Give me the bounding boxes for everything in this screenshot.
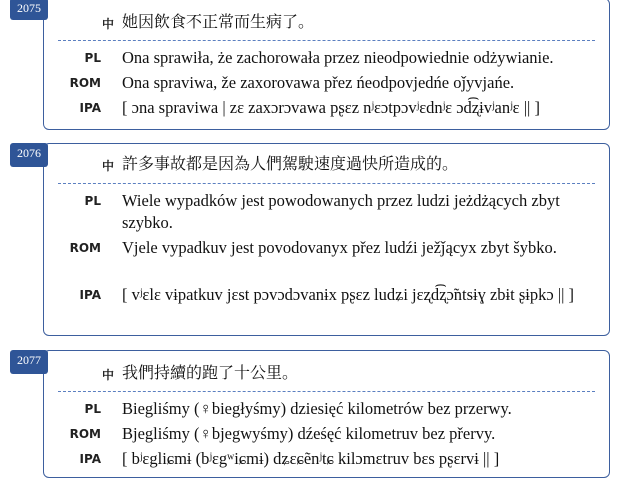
ipa-text: [ ɔna spraviwa | zɛ zaxɔrɔvawa pʂɛz nʲɛɔtpɔvʲɛdnʲɛ ɔd͡ʐɨvʲanʲɛ || ] [122, 98, 540, 117]
entry-number-badge: 2076 [10, 143, 48, 167]
pl-text: Wiele wypadków jest powodowanych przez ludzi jeżdżących zbyt szybko. [122, 191, 560, 232]
entry-card-2076 [43, 143, 610, 336]
pl-label: PL [84, 402, 101, 416]
entry-number-badge: 2077 [10, 350, 48, 374]
rom-text: Bjegliśmy (♀bjegwyśmy) dźeśęć kilometruv bez přervy. [122, 424, 496, 443]
dashed-separator [58, 183, 595, 184]
rom-label: ROM [69, 241, 101, 255]
entry-number-badge: 2075 [10, 0, 48, 20]
ipa-label: IPA [79, 101, 101, 115]
entry-card-2075 [43, 0, 610, 130]
ipa-label: IPA [79, 288, 101, 302]
dashed-separator [58, 40, 595, 41]
pl-text: Biegliśmy (♀biegłyśmy) dziesięć kilometrów bez przerwy. [122, 399, 512, 418]
rom-label: ROM [69, 427, 101, 441]
zh-sentence: 許多事故都是因為人們駕駛速度過快所造成的。 [122, 154, 459, 173]
pl-label: PL [84, 194, 101, 208]
rom-text: Ona spraviwa, že zaxorovawa přez ńeodpovjedńe oǰyvjańe. [122, 73, 515, 92]
zh-label: 中 [101, 368, 114, 382]
zh-label: 中 [101, 159, 114, 173]
rom-text: Vjele vypadkuv jest povodovanyx přez ludźi ježǰącyx zbyt šybko. [122, 238, 557, 257]
ipa-text: [ bʲɛgliɕmɨ (bʲɛgʷiɕmɨ) dʑɛɕẽnʲtɕ kilɔmɛtruv bɛs pʂɛrvɨ || ] [122, 449, 500, 468]
pl-text: Ona sprawiła, że zachorowała przez nieodpowiednie odżywianie. [122, 48, 554, 67]
entry-card-2077 [43, 350, 610, 478]
rom-label: ROM [69, 76, 101, 90]
pl-label: PL [84, 51, 101, 65]
zh-sentence: 她因飲食不正常而生病了。 [122, 12, 315, 31]
zh-label: 中 [101, 17, 114, 31]
dashed-separator [58, 391, 595, 392]
ipa-label: IPA [79, 452, 101, 466]
zh-sentence: 我們持續的跑了十公里。 [122, 363, 299, 382]
ipa-text: [ vʲɛlɛ vɨpatkuv jɛst pɔvɔdɔvanɨx pʂɛz ludʑi jɛʐd͡ʐɔ̃ntsɨɣ zbɨt ʂɨpkɔ || ] [122, 285, 575, 304]
